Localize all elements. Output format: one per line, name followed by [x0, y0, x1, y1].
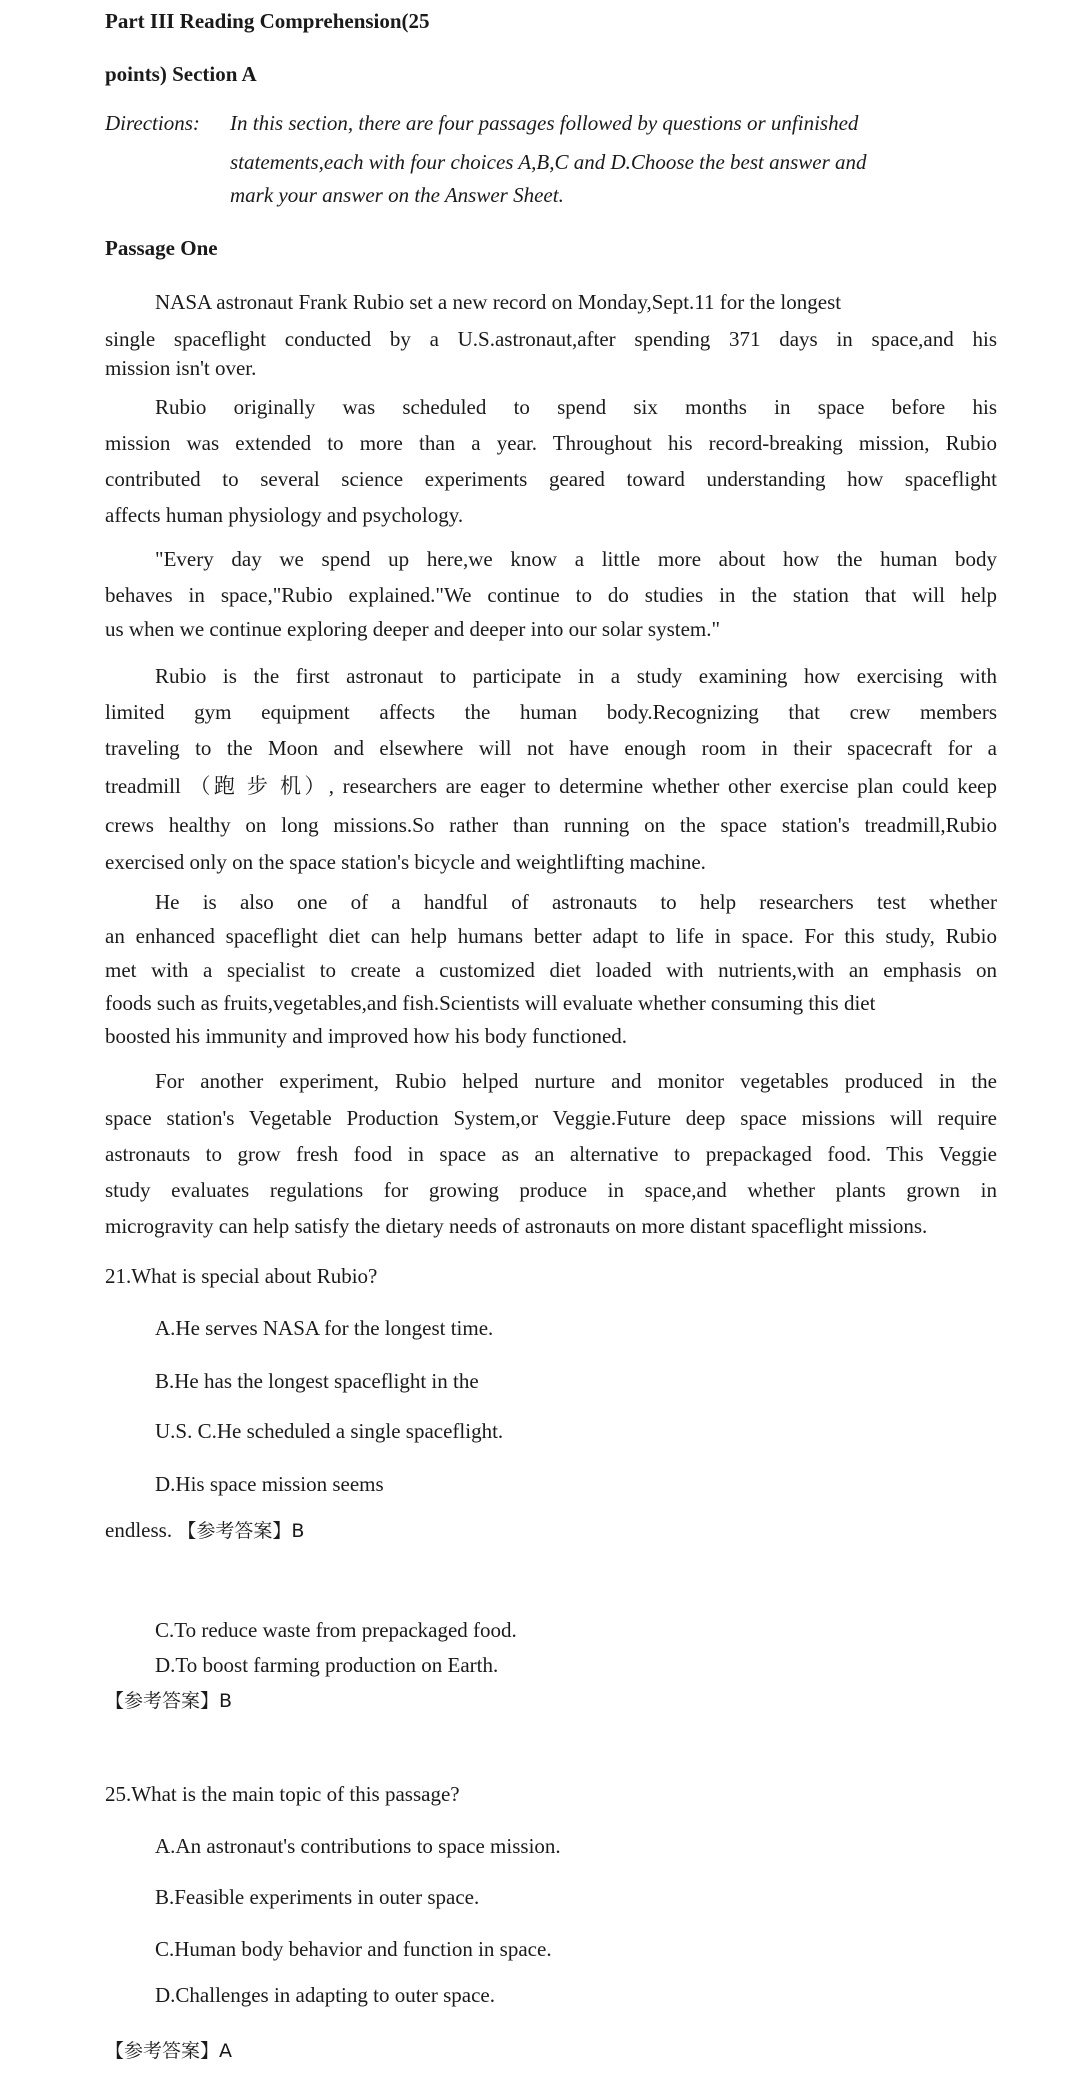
passage-line: foods such as fruits,vegetables,and fish.Scientists will evaluate whether consuming this diet	[105, 991, 876, 1015]
passage-line: He is also one of a handful of astronauts to help researchers test whether	[155, 890, 997, 914]
passage-title: Passage One	[105, 236, 218, 260]
option-d: D.To boost farming production on Earth.	[155, 1653, 499, 1677]
passage-line: affects human physiology and psychology.	[105, 503, 464, 527]
passage-line: For another experiment, Rubio helped nurture and monitor vegetables produced in the	[155, 1069, 997, 1093]
passage-line: astronauts to grow fresh food in space as an alternative to prepackaged food. This Veggie	[105, 1142, 997, 1166]
option-c: C.To reduce waste from prepackaged food.	[155, 1618, 517, 1642]
option-d: D.Challenges in adapting to outer space.	[155, 1983, 495, 2007]
answer-line	[105, 1517, 304, 1544]
section-title: Part III Reading Comprehension(25	[105, 9, 430, 33]
passage-line: met with a specialist to create a customized diet loaded with nutrients,with an emphasis on	[105, 958, 997, 982]
reference-answer: 【参考答案】A	[105, 2040, 232, 2062]
passage-line: NASA astronaut Frank Rubio set a new record on Monday,Sept.11 for the longest	[155, 290, 842, 314]
option-b: B.He has the longest spaceflight in the	[155, 1369, 479, 1393]
passage-line: boosted his immunity and improved how his body functioned.	[105, 1024, 628, 1048]
reference-answer: 【参考答案】B	[177, 1520, 305, 1542]
option-a: A.An astronaut's contributions to space mission.	[155, 1834, 561, 1858]
directions-line: mark your answer on the Answer Sheet.	[230, 183, 564, 207]
passage-line: us when we continue exploring deeper and deeper into our solar system."	[105, 617, 721, 641]
passage-line: space station's Vegetable Production System,or Veggie.Future deep space missions will require	[105, 1106, 997, 1130]
passage-line: crews healthy on long missions.So rather than running on the space station's treadmill,Rubio	[105, 813, 997, 837]
option-d-continued: endless.	[105, 1518, 173, 1542]
question-21: 21.What is special about Rubio?	[105, 1264, 378, 1288]
option-b: B.Feasible experiments in outer space.	[155, 1885, 480, 1909]
option-d: D.His space mission seems	[155, 1472, 384, 1496]
passage-line: mission isn't over.	[105, 356, 257, 380]
passage-line: "Every day we spend up here,we know a little more about how the human body	[155, 547, 997, 571]
passage-line: exercised only on the space station's bicycle and weightlifting machine.	[105, 850, 706, 874]
passage-line: limited gym equipment affects the human body.Recognizing that crew members	[105, 700, 997, 724]
reference-answer: 【参考答案】B	[105, 1690, 233, 1712]
directions-line: In this section, there are four passages followed by questions or unfinished	[230, 111, 859, 135]
passage-line: mission was extended to more than a year. Throughout his record-breaking mission, Rubio	[105, 431, 997, 455]
passage-line: behaves in space,"Rubio explained."We continue to do studies in the station that will help	[105, 583, 997, 607]
passage-line: Rubio is the first astronaut to participate in a study examining how exercising with	[155, 664, 997, 688]
passage-line: traveling to the Moon and elsewhere will not have enough room in their spacecraft for a	[105, 736, 997, 760]
directions-label: Directions:	[105, 111, 200, 135]
passage-line: treadmill （跑 步 机）, researchers are eager to determine whether other exercise plan could keep	[105, 774, 997, 798]
section-subtitle: points) Section A	[105, 62, 257, 86]
passage-line: study evaluates regulations for growing produce in space,and whether plants grown in	[105, 1178, 997, 1202]
passage-line: an enhanced spaceflight diet can help humans better adapt to life in space. For this study, Rubio	[105, 924, 997, 948]
passage-line: microgravity can help satisfy the dietary needs of astronauts on more distant spaceflight missions.	[105, 1214, 928, 1238]
option-c: U.S. C.He scheduled a single spaceflight.	[155, 1419, 504, 1443]
directions-line: statements,each with four choices A,B,C and D.Choose the best answer and	[230, 150, 867, 174]
passage-line: contributed to several science experiments geared toward understanding how spaceflight	[105, 467, 997, 491]
passage-line: Rubio originally was scheduled to spend six months in space before his	[155, 395, 997, 419]
option-c: C.Human body behavior and function in space.	[155, 1937, 552, 1961]
option-a: A.He serves NASA for the longest time.	[155, 1316, 494, 1340]
passage-line: single spaceflight conducted by a U.S.astronaut,after spending 371 days in space,and his	[105, 327, 997, 351]
question-25: 25.What is the main topic of this passage?	[105, 1782, 460, 1806]
